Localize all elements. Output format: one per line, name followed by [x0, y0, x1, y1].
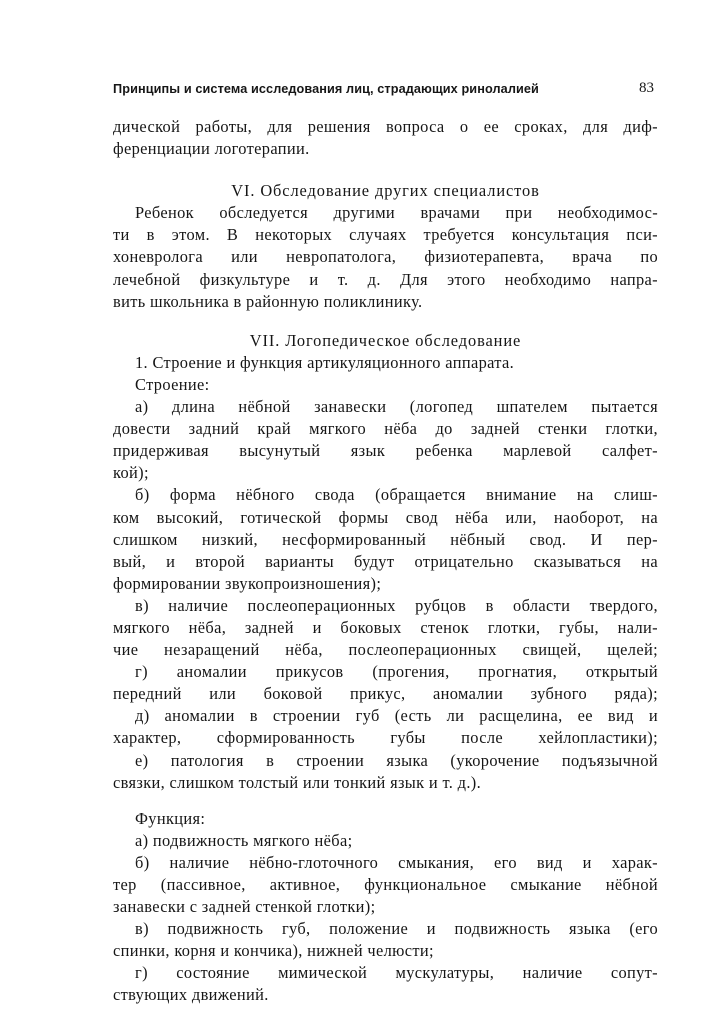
text-line: хоневролога или невропатолога, физиотерапевта, врача по: [113, 247, 658, 267]
text-line: ти в этом. В некоторых случаях требуется консультация пси-: [113, 225, 658, 245]
text-line: формировании звукопроизношения);: [113, 573, 382, 593]
text-line: довести задний край мягкого нёба до задней стенки глотки,: [113, 419, 658, 439]
list-label: Строение:: [135, 374, 210, 394]
subsection-heading: 1. Строение и функция артикуляционного аппарата.: [135, 352, 515, 372]
text-line: кой);: [113, 463, 149, 483]
page-number: 83: [639, 80, 654, 96]
running-header: [113, 80, 658, 102]
text-line: д) аномалии в строении губ (есть ли расщелина, ее вид и: [135, 706, 658, 726]
list-label: Функция:: [135, 808, 206, 828]
text-line: б) наличие нёбно-глоточного смыкания, его вид и харак-: [135, 852, 658, 872]
text-line: а) подвижность мягкого нёба;: [135, 830, 353, 850]
text-line: характер, сформированность губы после хейлопластики);: [113, 728, 658, 748]
text-line: а) длина нёбной занавески (логопед шпателем пытается: [135, 397, 658, 417]
text-line: ференциации логотерапии.: [113, 139, 310, 159]
section-heading: VII. Логопедическое обследование: [249, 330, 522, 350]
section-heading: VI. Обследование других специалистов: [231, 181, 540, 201]
text-line: в) наличие послеоперационных рубцов в области твердого,: [135, 595, 658, 615]
text-line: Ребенок обследуется другими врачами при необходимос-: [135, 203, 658, 223]
text-line: б) форма нёбного свода (обращается внимание на слиш-: [135, 485, 658, 505]
text-line: мягкого нёба, задней и боковых стенок глотки, губы, нали-: [113, 617, 658, 637]
running-title: Принципы и система исследования лиц, страдающих ринолалией: [113, 82, 539, 96]
page-body: [113, 116, 658, 1007]
text-line: тер (пассивное, активное, функциональное смыкание нёбной: [113, 875, 658, 894]
text-line: передний или боковой прикус, аномалии зубного ряда);: [113, 684, 658, 704]
text-line: дической работы, для решения вопроса о ее сроках, для диф-: [113, 117, 658, 136]
text-line: чие незаращений нёба, послеоперационных свищей, щелей;: [113, 640, 658, 660]
text-line: спинки, корня и кончика), нижней челюсти;: [113, 941, 434, 961]
text-line: вый, и второй варианты будут отрицательно сказываться на: [113, 551, 658, 571]
text-line: ком высокий, готической формы свод нёба или, наоборот, на: [113, 507, 658, 527]
text-line: связки, слишком толстый или тонкий язык и т. д.).: [113, 772, 482, 792]
text-line: г) состояние мимической мускулатуры, наличие сопут-: [135, 963, 658, 983]
text-line: вить школьника в районную поликлинику.: [113, 291, 423, 311]
text-line: придерживая высунутый язык ребенка марлевой салфет-: [113, 441, 658, 461]
text-line: лечебной физкультуре и т. д. Для этого необходимо напра-: [113, 269, 658, 289]
text-line: е) патология в строении языка (укорочение подъязычной: [135, 750, 658, 770]
text-line: в) подвижность губ, положение и подвижность языка (его: [135, 919, 658, 939]
text-line: слишком низкий, несформированный нёбный свод. И пер-: [113, 529, 658, 549]
text-line: занавески с задней стенкой глотки);: [113, 897, 376, 917]
text-line: ствующих движений.: [113, 985, 269, 1005]
text-line: г) аномалии прикусов (прогения, прогнатия, открытый: [135, 662, 658, 682]
